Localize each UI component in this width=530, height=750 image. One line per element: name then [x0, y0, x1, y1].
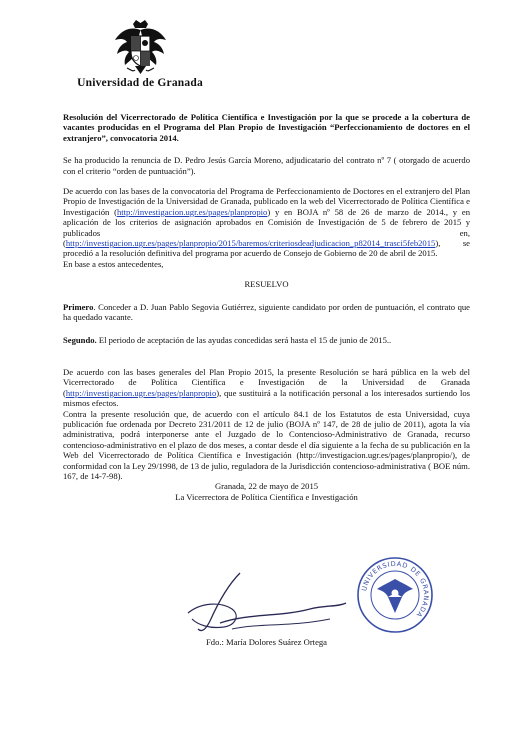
handwritten-signature [180, 563, 350, 643]
paragraph-antecedentes: En base a estos antecedentes, [63, 258, 164, 269]
university-stamp [355, 555, 435, 635]
planpropio-link[interactable]: http://investigacion.ugr.es/pages/planpropio [116, 206, 268, 217]
publicacion-text-a: De acuerdo con las bases generales del Plan Propio 2015, la presente Resolución se hará pública en la web del Vicerrectorado de Política Científica e Investigación de la Universidad de Granada ( [63, 366, 470, 398]
paragraph-recurso: Contra la presente resolución que, de acuerdo con el artículo 84.1 de los Estatutos de esta Universidad, cuya publicación fue ordenada por Decreto 231/2011 de 12 de julio (BOJA nº 147, de 28 de julio de 2011), agota la vía administrativa, podrá interponerse ante el Juzgado de lo Contencioso-Administrativo de Granada, recurso contencioso-administrativo en el plazo de dos meses, a contar desde el día siguiente a la fecha de su publicación en la Web del Vicerrectorado de Política Científica e Investigación (http://investigacion.ugr.es/pages/planpropio/), de conformidad con la Ley 29/1998, de 13 de julio, reguladora de la Jurisdicción contencioso-administrativa ( BOE núm. 167, de 14-7-98). [63, 408, 470, 481]
primero-label: Primero [63, 301, 94, 312]
resolution-title: Resolución del Vicerrectorado de Política Científica e Investigación por la que se procede a la cobertura de vacantes producidas en el Programa del Plan Propio de Investigación “Perfeccionamiento de doctores en el extranjero”, convocatoria 2014. [63, 112, 470, 143]
stamp-text: UNIVERSIDAD DE GRANADA [360, 559, 431, 620]
paragraph-bases-text-a: De acuerdo con las bases de la convocatoria del Programa de Perfeccionamiento de Doctores en el extranjero del Plan Propio de Investigación de la Universidad de Granada, publicado en la web del Vicerrectorado de Política Científica e Investigación ( [63, 186, 470, 217]
criterios-link[interactable]: http://investigacion.ugr.es/pages/planpropio/2015/baremos/criteriosdeadjudicacion_p82014_trasci5feb2015 [65, 238, 436, 249]
primero-text: . Conceder a D. Juan Pablo Segovia Gutiérrez, siguiente candidato por orden de puntuación, el contrato que ha quedado vacante. [63, 301, 470, 323]
paragraph-primero [63, 302, 470, 323]
paragraph-bases-text-b: ) y en BOJA nº 58 de 26 de marzo de 2014., y en aplicación de los criterios de asignación aprobados en Comisión de Investigación de 5 de febrero de 2015 y publicados en, ( [63, 206, 470, 249]
segundo-text: El periodo de aceptación de las ayudas concedidas será hasta el 15 de junio de 2015.. [96, 334, 392, 345]
university-logo [75, 18, 205, 90]
university-name: Universidad de Granada [77, 77, 203, 89]
signatory-title: La Vicerrectora de Política Científica e Investigación [175, 491, 358, 502]
paragraph-bases [63, 186, 470, 259]
planpropio-link-2[interactable]: http://investigacion.ugr.es/pages/planpropio [65, 387, 217, 398]
signed-by: Fdo.: María Dolores Suárez Ortega [206, 637, 327, 647]
paragraph-bases-text-c: ), se procedió a la resolución definitiva del programa por acuerdo de Consejo de Gobierno de 20 de abril de 2015. [63, 238, 470, 259]
segundo-label: Segundo. [63, 334, 97, 345]
paragraph-segundo [63, 335, 470, 345]
paragraph-publicacion [63, 367, 470, 409]
coat-of-arms-icon [113, 18, 168, 76]
date-line: Granada, 22 de mayo de 2015 [214, 481, 319, 492]
paragraph-renuncia: Se ha producido la renuncia de D. Pedro Jesús García Moreno, adjudicatario del contrato nº 7 ( otorgado de acuerdo con el criterio “orden de puntuación”). [63, 155, 470, 176]
document-body [63, 112, 470, 502]
publicacion-text-b: ), que sustituirá a la notificación personal a los interesados surtiendo los mismos efectos. [63, 387, 470, 409]
resuelvo-heading: RESUELVO [244, 279, 289, 290]
